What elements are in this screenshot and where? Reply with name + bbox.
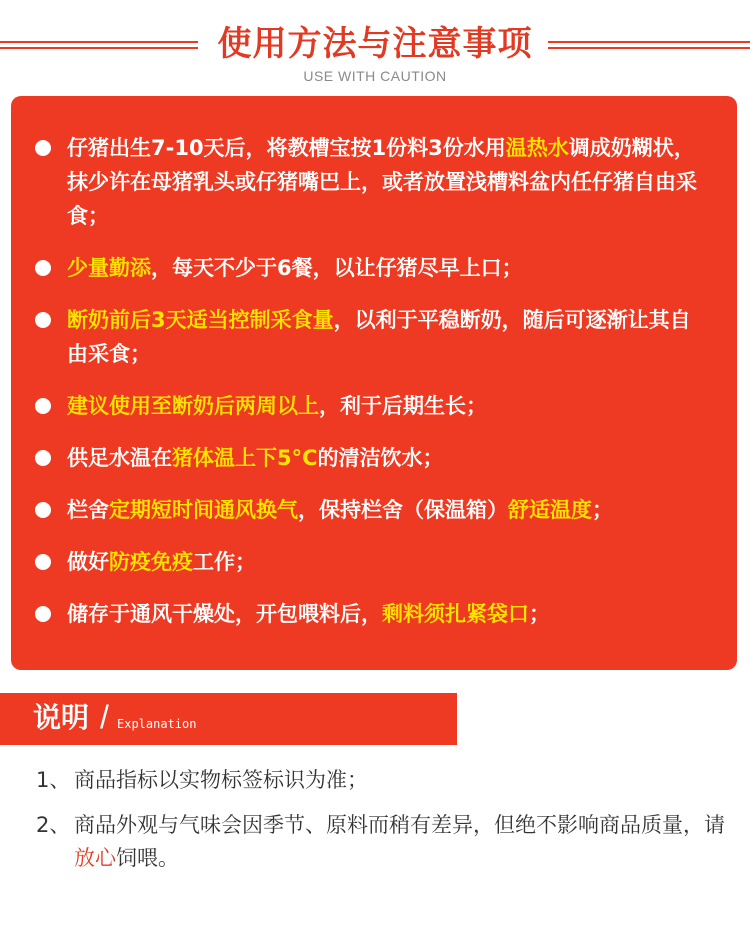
usage-item [35, 493, 711, 527]
bullet-icon [35, 312, 51, 328]
note-text: 饲喂。 [116, 846, 179, 870]
usage-text: 仔猪出生7-10天后，将教槽宝按1份料3份水用 [67, 136, 506, 160]
usage-highlight: 建议使用至断奶后两周以上 [67, 394, 319, 418]
usage-item [35, 545, 711, 579]
bullet-icon [35, 554, 51, 570]
usage-highlight: 防疫免疫 [109, 550, 193, 574]
usage-highlight: 少量勤添 [67, 256, 151, 280]
usage-text: 储存于通风干燥处，开包喂料后， [67, 602, 382, 626]
usage-text: 调成奶糊状，抹少许在母猪乳头或仔猪嘴巴上，或者放置浅槽料盆内任仔猪自由采食； [67, 136, 697, 228]
bullet-icon [35, 450, 51, 466]
header [0, 18, 750, 88]
usage-text: 供足水温在 [67, 446, 172, 470]
explanation-subtitle: Explanation [117, 717, 197, 731]
usage-text: ； [592, 498, 613, 522]
note-item [36, 764, 736, 797]
usage-item [35, 251, 711, 285]
usage-item [35, 303, 711, 371]
bullet-icon [35, 140, 51, 156]
usage-text: ，每天不少于6餐，以让仔猪尽早上口； [151, 256, 523, 280]
usage-text: 做好 [67, 550, 109, 574]
usage-highlight: 剩料须扎紧袋口 [382, 602, 529, 626]
explanation-header [0, 693, 457, 745]
usage-highlight: 温热水 [505, 136, 569, 160]
usage-text: 的清洁饮水； [317, 446, 444, 470]
note-item [36, 809, 736, 875]
page-subtitle: USE WITH CAUTION [303, 68, 447, 84]
explanation-notes [36, 764, 736, 887]
bullet-icon [35, 398, 51, 414]
usage-highlight: 舒适温度 [508, 498, 592, 522]
note-text: 商品外观与气味会因季节、原料而稍有差异，但绝不影响商品质量，请 [74, 813, 725, 837]
usage-text: ，以利于平稳断奶，随后可逐渐让其自由采食； [67, 308, 691, 366]
header-decor-right [548, 41, 750, 49]
note-number: 1、 [36, 768, 71, 792]
usage-item [35, 131, 711, 233]
usage-text: ，保持栏舍（保温箱） [298, 498, 508, 522]
bullet-icon [35, 260, 51, 276]
usage-item [35, 597, 711, 631]
usage-text: 栏舍 [67, 498, 109, 522]
usage-highlight: 断奶前后3天适当控制采食量 [67, 308, 334, 332]
explanation-title: 说明 [33, 701, 90, 734]
usage-text: ，利于后期生长； [319, 394, 487, 418]
note-number: 2、 [36, 813, 71, 837]
note-highlight: 放心 [74, 846, 116, 870]
usage-highlight: 定期短时间通风换气 [109, 498, 298, 522]
usage-item [35, 389, 711, 423]
explanation-slash: / [100, 699, 109, 735]
bullet-icon [35, 502, 51, 518]
usage-box [11, 96, 737, 670]
usage-highlight: 猪体温上下5°C [172, 446, 318, 470]
usage-item [35, 441, 711, 475]
note-text: 商品指标以实物标签标识为准； [74, 768, 368, 792]
bullet-icon [35, 606, 51, 622]
page-title: 使用方法与注意事项 [217, 24, 533, 64]
usage-text: ； [529, 602, 550, 626]
usage-text: 工作； [193, 550, 256, 574]
